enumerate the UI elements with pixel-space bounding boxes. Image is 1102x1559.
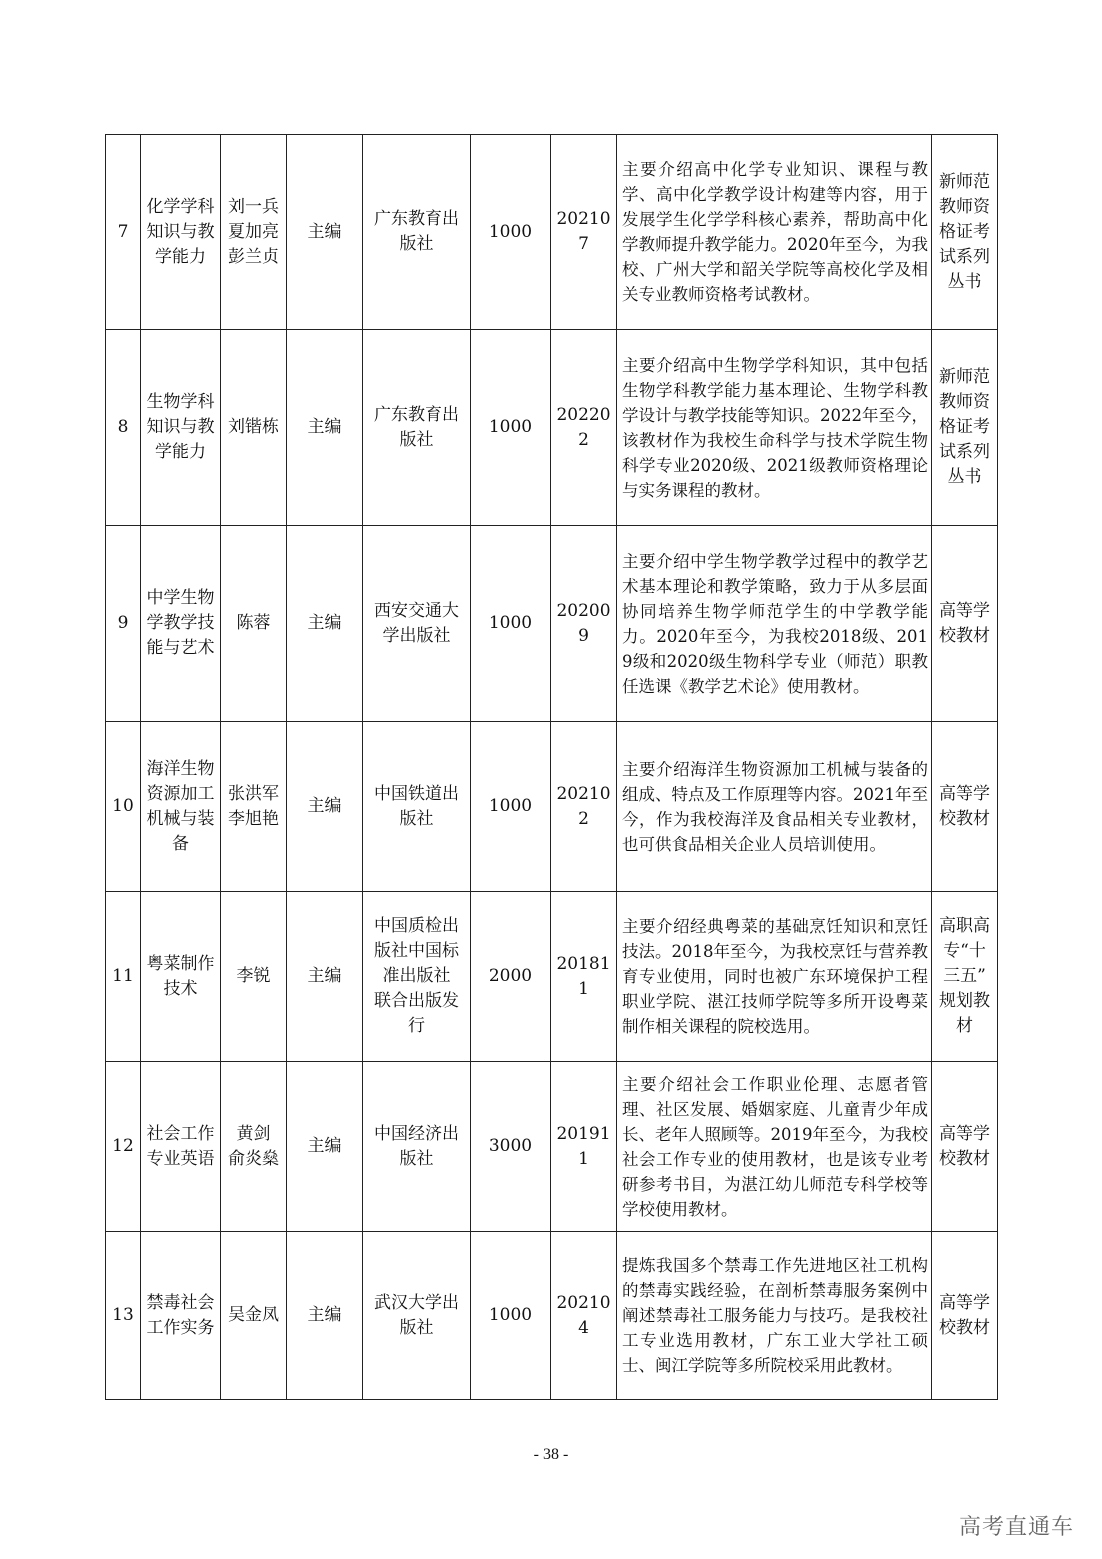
book-title: 禁毒社会 工作实务 xyxy=(141,1232,221,1400)
author-role: 主编 xyxy=(287,526,363,722)
book-category: 高等学 校教材 xyxy=(932,722,998,892)
book-publisher: 武汉大学出 版社 xyxy=(363,1232,471,1400)
author-role: 主编 xyxy=(287,330,363,526)
print-copies: 2000 xyxy=(471,892,551,1062)
row-number: 8 xyxy=(106,330,141,526)
publish-date: 202202 xyxy=(551,330,617,526)
publish-date: 202104 xyxy=(551,1232,617,1400)
book-description: 主要介绍高中生物学学科知识，其中包括生物学科教学能力基本理论、生物学科教学设计与教学技能等知识。2022年至今，该教材作为我校生命科学与技术学院生物科学专业2020级、2021级教师资格理论与实务课程的教材。 xyxy=(617,330,932,526)
print-copies: 1000 xyxy=(471,722,551,892)
row-number: 7 xyxy=(106,135,141,330)
publish-date: 202102 xyxy=(551,722,617,892)
print-copies: 1000 xyxy=(471,526,551,722)
book-category: 新师范 教师资 格证考 试系列 丛书 xyxy=(932,330,998,526)
table-row xyxy=(106,135,998,330)
book-description: 主要介绍社会工作职业伦理、志愿者管理、社区发展、婚姻家庭、儿童青少年成长、老年人照顾等。2019年至今，为我校社会工作专业的使用教材，也是该专业考研参考书目，为湛江幼儿师范专科学校等学校使用教材。 xyxy=(617,1062,932,1232)
book-authors: 陈蓉 xyxy=(221,526,287,722)
book-publisher: 中国铁道出 版社 xyxy=(363,722,471,892)
author-role: 主编 xyxy=(287,1062,363,1232)
watermark: 高考直通车 xyxy=(958,1515,1074,1540)
book-title: 社会工作 专业英语 xyxy=(141,1062,221,1232)
book-category: 高等学 校教材 xyxy=(932,1232,998,1400)
book-authors: 刘一兵 夏加亮 彭兰贞 xyxy=(221,135,287,330)
book-publisher: 广东教育出 版社 xyxy=(363,135,471,330)
book-authors: 张洪军 李旭艳 xyxy=(221,722,287,892)
table-row xyxy=(106,330,998,526)
book-title: 粤菜制作 技术 xyxy=(141,892,221,1062)
book-title: 生物学科 知识与教 学能力 xyxy=(141,330,221,526)
table-row xyxy=(106,892,998,1062)
author-role: 主编 xyxy=(287,722,363,892)
book-title: 海洋生物 资源加工 机械与装 备 xyxy=(141,722,221,892)
book-publisher: 西安交通大 学出版社 xyxy=(363,526,471,722)
book-description: 主要介绍高中化学专业知识、课程与教学、高中化学教学设计构建等内容，用于发展学生化学学科核心素养，帮助高中化学教师提升教学能力。2020年至今，为我校、广州大学和韶关学院等高校化学及相关专业教师资格考试教材。 xyxy=(617,135,932,330)
print-copies: 3000 xyxy=(471,1062,551,1232)
book-authors: 黄剑 俞炎燊 xyxy=(221,1062,287,1232)
book-description: 主要介绍经典粤菜的基础烹饪知识和烹饪技法。2018年至今，为我校烹饪与营养教育专业使用，同时也被广东环境保护工程职业学院、湛江技师学院等多所开设粤菜制作相关课程的院校选用。 xyxy=(617,892,932,1062)
row-number: 10 xyxy=(106,722,141,892)
book-publisher: 广东教育出 版社 xyxy=(363,330,471,526)
page-number: - 38 - xyxy=(533,1446,569,1463)
book-category: 高职高 专“十 三五” 规划教 材 xyxy=(932,892,998,1062)
print-copies: 1000 xyxy=(471,135,551,330)
publish-date: 202107 xyxy=(551,135,617,330)
book-description: 主要介绍中学生物学教学过程中的教学艺术基本理论和教学策略，致力于从多层面协同培养生物学师范学生的中学教学能力。2020年至今，为我校2018级、2019级和2020级生物科学专业（师范）职教任选课《教学艺术论》使用教材。 xyxy=(617,526,932,722)
row-number: 11 xyxy=(106,892,141,1062)
author-role: 主编 xyxy=(287,135,363,330)
table-row xyxy=(106,1062,998,1232)
publish-date: 201911 xyxy=(551,1062,617,1232)
publish-date: 201811 xyxy=(551,892,617,1062)
author-role: 主编 xyxy=(287,1232,363,1400)
author-role: 主编 xyxy=(287,892,363,1062)
book-publisher: 中国经济出 版社 xyxy=(363,1062,471,1232)
row-number: 13 xyxy=(106,1232,141,1400)
print-copies: 1000 xyxy=(471,1232,551,1400)
publish-date: 202009 xyxy=(551,526,617,722)
book-authors: 李锐 xyxy=(221,892,287,1062)
book-description: 主要介绍海洋生物资源加工机械与装备的组成、特点及工作原理等内容。2021年至今，作为我校海洋及食品相关专业教材，也可供食品相关企业人员培训使用。 xyxy=(617,722,932,892)
table-row xyxy=(106,1232,998,1400)
book-authors: 刘锴栋 xyxy=(221,330,287,526)
row-number: 12 xyxy=(106,1062,141,1232)
table-row xyxy=(106,722,998,892)
book-title: 中学生物 学教学技 能与艺术 xyxy=(141,526,221,722)
book-authors: 吴金凤 xyxy=(221,1232,287,1400)
row-number: 9 xyxy=(106,526,141,722)
print-copies: 1000 xyxy=(471,330,551,526)
book-category: 高等学 校教材 xyxy=(932,1062,998,1232)
table-row xyxy=(106,526,998,722)
book-description: 提炼我国多个禁毒工作先进地区社工机构的禁毒实践经验，在剖析禁毒服务案例中阐述禁毒社工服务能力与技巧。是我校社工专业选用教材，广东工业大学社工硕士、闽江学院等多所院校采用此教材。 xyxy=(617,1232,932,1400)
textbook-table xyxy=(105,134,998,1400)
book-publisher: 中国质检出 版社中国标 准出版社 联合出版发 行 xyxy=(363,892,471,1062)
book-category: 新师范 教师资 格证考 试系列 丛书 xyxy=(932,135,998,330)
book-category: 高等学 校教材 xyxy=(932,526,998,722)
book-title: 化学学科 知识与教 学能力 xyxy=(141,135,221,330)
